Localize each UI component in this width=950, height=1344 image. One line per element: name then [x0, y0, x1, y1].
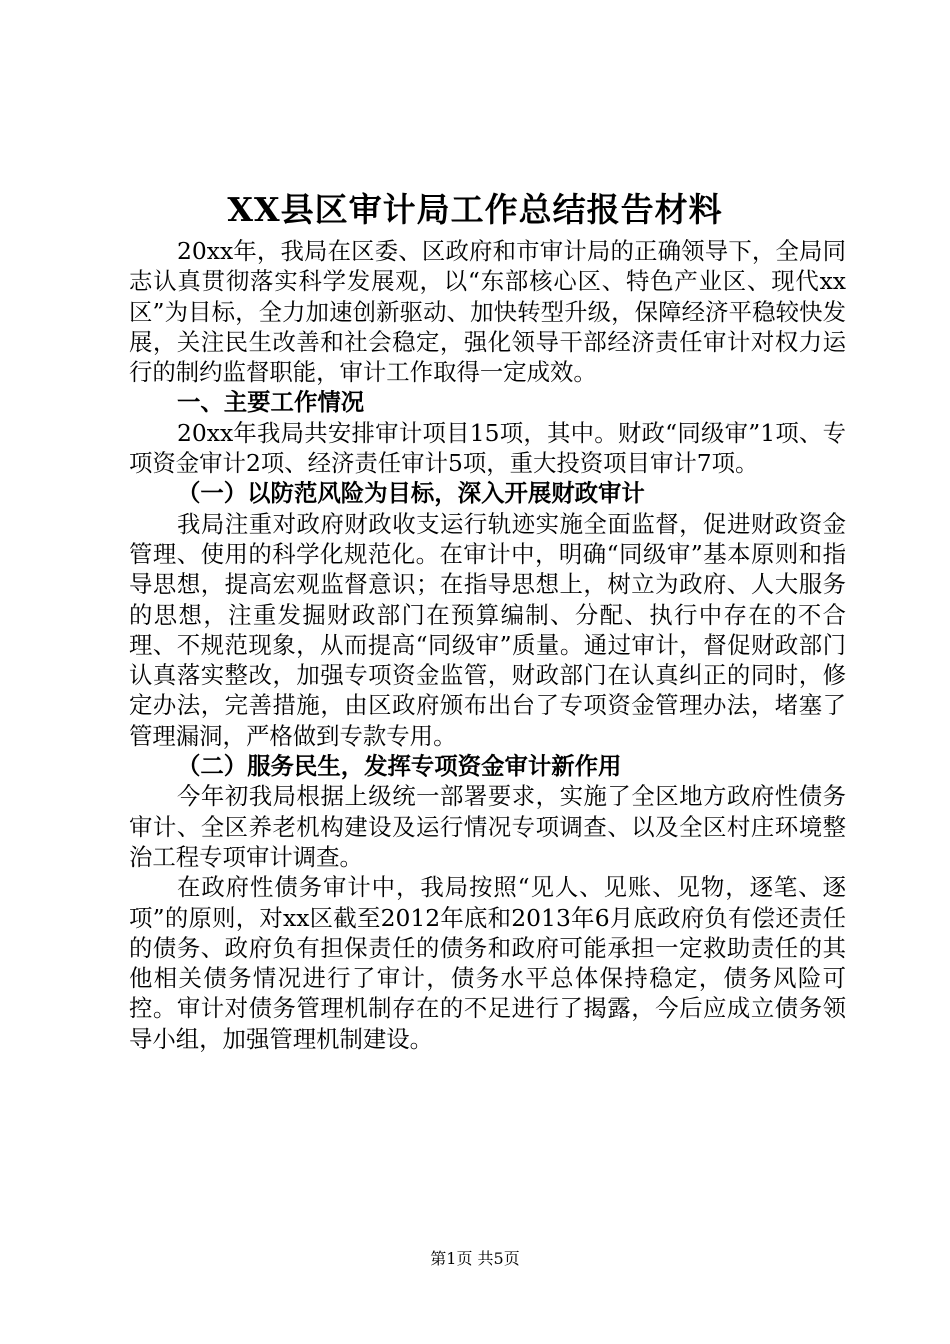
- paragraph-intro: 20xx年，我局在区委、区政府和市审计局的正确领导下，全局同志认真贯彻落实科学发展观，以“东部核心区、特色产业区、现代xx区”为目标，全力加速创新驱动、加快转型升级，保障经济平稳较快发展，关注民生改善和社会稳定，强化领导干部经济责任审计对权力运行的制约监督职能，审计工作取得一定成效。: [129, 237, 846, 387]
- paragraph-finance-audit: 我局注重对政府财政收支运行轨迹实施全面监督，促进财政资金管理、使用的科学化规范化。在审计中，明确“同级审”基本原则和指导思想，提高宏观监督意识；在指导思想上，树立为政府、人大服务的思想，注重发掘财政部门在预算编制、分配、执行中存在的不合理、不规范现象，从而提高“同级审”质量。通过审计，督促财政部门认真落实整改，加强专项资金监管，财政部门在认真纠正的同时，修定办法，完善措施，由区政府颁布出台了专项资金管理办法，堵塞了管理漏洞，严格做到专款专用。: [129, 509, 846, 750]
- page-footer: 第1页 共5页: [430, 1249, 520, 1268]
- paragraph-special-audits: 今年初我局根据上级统一部署要求，实施了全区地方政府性债务审计、全区养老机构建设及运行情况专项调查、以及全区村庄环境整治工程专项审计调查。: [129, 782, 846, 871]
- document-title: XX县区审计局工作总结报告材料: [227, 190, 723, 229]
- document-body: [129, 236, 846, 1054]
- section-heading-main-work: 一、主要工作情况: [177, 388, 365, 417]
- paragraph-debt-audit: 在政府性债务审计中，我局按照“见人、见账、见物，逐笔、逐项”的原则，对xx区截至2012年底和2013年6月底政府负有偿还责任的债务、政府负有担保责任的债务和政府可能承担一定救助责任的其他相关债务情况进行了审计，债务水平总体保持稳定，债务风险可控。审计对债务管理机制存在的不足进行了揭露，今后应成立债务领导小组，加强管理机制建设。: [129, 873, 846, 1053]
- paragraph-audit-projects: 20xx年我局共安排审计项目15项，其中。财政“同级审”1项、专项资金审计2项、经济责任审计5项，重大投资项目审计7项。: [129, 418, 846, 478]
- subsection-heading-livelihood: （二）服务民生，发挥专项资金审计新作用: [177, 752, 622, 781]
- subsection-heading-finance-audit: （一）以防范风险为目标，深入开展财政审计: [177, 479, 645, 508]
